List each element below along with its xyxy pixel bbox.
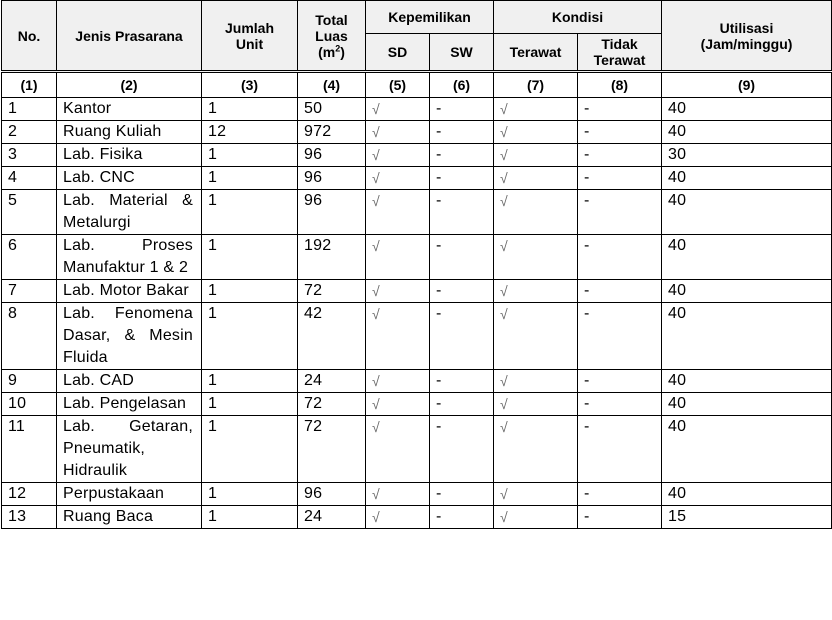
row-jumlah-unit: 12 (202, 121, 298, 144)
table-row (2, 393, 832, 416)
row-terawat-check: √ (494, 167, 578, 190)
column-number: (1) (2, 72, 57, 98)
row-total-luas: 972 (298, 121, 366, 144)
row-sw: - (430, 483, 494, 506)
prasarana-table (1, 0, 832, 529)
row-jenis-prasarana: Ruang Kuliah (57, 121, 202, 144)
table-row (2, 235, 832, 280)
header-no: No. (2, 1, 57, 72)
table-row (2, 167, 832, 190)
row-sw: - (430, 506, 494, 529)
row-utilisasi: 40 (662, 280, 832, 303)
row-no: 13 (2, 506, 57, 529)
row-utilisasi: 40 (662, 303, 832, 370)
row-sw: - (430, 280, 494, 303)
row-jenis-prasarana: Lab. Fenomena Dasar, & Mesin Fluida (57, 303, 202, 370)
row-jumlah-unit: 1 (202, 370, 298, 393)
row-total-luas: 96 (298, 483, 366, 506)
row-sw: - (430, 190, 494, 235)
row-sd-check: √ (366, 483, 430, 506)
row-tidak-terawat: - (578, 235, 662, 280)
table-row (2, 121, 832, 144)
row-no: 12 (2, 483, 57, 506)
row-no: 8 (2, 303, 57, 370)
column-number: (7) (494, 72, 578, 98)
table-row (2, 506, 832, 529)
row-terawat-check: √ (494, 506, 578, 529)
row-sd-check: √ (366, 416, 430, 483)
row-sw: - (430, 370, 494, 393)
row-jenis-prasarana: Perpustakaan (57, 483, 202, 506)
row-tidak-terawat: - (578, 506, 662, 529)
row-terawat-check: √ (494, 393, 578, 416)
table-row (2, 98, 832, 121)
table-row (2, 370, 832, 393)
header-terawat: Terawat (494, 34, 578, 72)
row-utilisasi: 40 (662, 370, 832, 393)
column-number: (8) (578, 72, 662, 98)
row-jenis-prasarana: Lab. Motor Bakar (57, 280, 202, 303)
row-no: 10 (2, 393, 57, 416)
row-terawat-check: √ (494, 370, 578, 393)
column-number: (9) (662, 72, 832, 98)
header-total-luas (298, 1, 366, 72)
row-no: 7 (2, 280, 57, 303)
row-tidak-terawat: - (578, 98, 662, 121)
header-luas-unit-open: (m (318, 43, 336, 60)
row-terawat-check: √ (494, 98, 578, 121)
row-jumlah-unit: 1 (202, 483, 298, 506)
row-terawat-check: √ (494, 280, 578, 303)
column-number-row (2, 72, 832, 98)
row-utilisasi: 40 (662, 98, 832, 121)
header-sw: SW (430, 34, 494, 72)
row-total-luas: 96 (298, 167, 366, 190)
row-sd-check: √ (366, 235, 430, 280)
row-sd-check: √ (366, 98, 430, 121)
row-no: 4 (2, 167, 57, 190)
row-utilisasi: 40 (662, 190, 832, 235)
row-utilisasi: 40 (662, 416, 832, 483)
row-utilisasi: 40 (662, 235, 832, 280)
row-sw: - (430, 235, 494, 280)
row-no: 3 (2, 144, 57, 167)
row-jenis-prasarana: Lab. Material & Metalurgi (57, 190, 202, 235)
row-jenis-prasarana: Ruang Baca (57, 506, 202, 529)
row-sw: - (430, 393, 494, 416)
row-sd-check: √ (366, 167, 430, 190)
row-sw: - (430, 416, 494, 483)
row-tidak-terawat: - (578, 370, 662, 393)
row-no: 6 (2, 235, 57, 280)
row-tidak-terawat: - (578, 167, 662, 190)
row-jumlah-unit: 1 (202, 167, 298, 190)
row-terawat-check: √ (494, 303, 578, 370)
row-tidak-terawat: - (578, 483, 662, 506)
header-total-luas-label: Total Luas (315, 11, 348, 44)
row-tidak-terawat: - (578, 416, 662, 483)
row-jenis-prasarana: Lab. Getaran, Pneumatik, Hidraulik (57, 416, 202, 483)
row-utilisasi: 15 (662, 506, 832, 529)
row-utilisasi: 40 (662, 121, 832, 144)
column-number: (4) (298, 72, 366, 98)
column-number: (2) (57, 72, 202, 98)
row-sd-check: √ (366, 144, 430, 167)
header-jenis-prasarana: Jenis Prasarana (57, 1, 202, 72)
row-jumlah-unit: 1 (202, 144, 298, 167)
row-no: 11 (2, 416, 57, 483)
row-total-luas: 72 (298, 416, 366, 483)
header-luas-unit-close: ) (340, 43, 345, 60)
row-tidak-terawat: - (578, 280, 662, 303)
row-total-luas: 96 (298, 190, 366, 235)
row-jenis-prasarana: Lab. Fisika (57, 144, 202, 167)
table-row (2, 190, 832, 235)
table-row (2, 483, 832, 506)
row-sw: - (430, 98, 494, 121)
row-jenis-prasarana: Lab. Proses Manufaktur 1 & 2 (57, 235, 202, 280)
column-number: (6) (430, 72, 494, 98)
header-kepemilikan: Kepemilikan (366, 1, 494, 34)
row-tidak-terawat: - (578, 121, 662, 144)
row-utilisasi: 40 (662, 167, 832, 190)
row-jenis-prasarana: Lab. CNC (57, 167, 202, 190)
row-jumlah-unit: 1 (202, 393, 298, 416)
row-utilisasi: 30 (662, 144, 832, 167)
row-jumlah-unit: 1 (202, 98, 298, 121)
row-tidak-terawat: - (578, 393, 662, 416)
row-jenis-prasarana: Lab. Pengelasan (57, 393, 202, 416)
table-row (2, 280, 832, 303)
table-row (2, 416, 832, 483)
row-terawat-check: √ (494, 483, 578, 506)
row-jumlah-unit: 1 (202, 416, 298, 483)
header-kondisi: Kondisi (494, 1, 662, 34)
row-sd-check: √ (366, 190, 430, 235)
header-sd: SD (366, 34, 430, 72)
row-sw: - (430, 303, 494, 370)
row-jenis-prasarana: Kantor (57, 98, 202, 121)
row-sd-check: √ (366, 370, 430, 393)
row-jenis-prasarana: Lab. CAD (57, 370, 202, 393)
row-total-luas: 192 (298, 235, 366, 280)
row-sd-check: √ (366, 506, 430, 529)
row-total-luas: 24 (298, 506, 366, 529)
row-no: 5 (2, 190, 57, 235)
row-tidak-terawat: - (578, 190, 662, 235)
row-total-luas: 42 (298, 303, 366, 370)
row-terawat-check: √ (494, 416, 578, 483)
column-number: (3) (202, 72, 298, 98)
row-tidak-terawat: - (578, 303, 662, 370)
row-jumlah-unit: 1 (202, 280, 298, 303)
row-sw: - (430, 121, 494, 144)
row-no: 9 (2, 370, 57, 393)
table-row (2, 144, 832, 167)
row-total-luas: 72 (298, 280, 366, 303)
row-total-luas: 24 (298, 370, 366, 393)
row-terawat-check: √ (494, 190, 578, 235)
row-terawat-check: √ (494, 121, 578, 144)
row-sd-check: √ (366, 280, 430, 303)
row-tidak-terawat: - (578, 144, 662, 167)
row-sw: - (430, 144, 494, 167)
row-jumlah-unit: 1 (202, 190, 298, 235)
row-terawat-check: √ (494, 235, 578, 280)
row-utilisasi: 40 (662, 393, 832, 416)
header-jumlah-unit: Jumlah Unit (202, 1, 298, 72)
row-total-luas: 96 (298, 144, 366, 167)
row-no: 2 (2, 121, 57, 144)
row-jumlah-unit: 1 (202, 235, 298, 280)
row-sd-check: √ (366, 121, 430, 144)
row-total-luas: 72 (298, 393, 366, 416)
row-terawat-check: √ (494, 144, 578, 167)
row-total-luas: 50 (298, 98, 366, 121)
row-no: 1 (2, 98, 57, 121)
row-sd-check: √ (366, 393, 430, 416)
row-sw: - (430, 167, 494, 190)
row-utilisasi: 40 (662, 483, 832, 506)
row-jumlah-unit: 1 (202, 303, 298, 370)
row-jumlah-unit: 1 (202, 506, 298, 529)
header-tidak-terawat: Tidak Terawat (578, 34, 662, 72)
header-luas-unit-sup: 2 (335, 42, 341, 53)
header-utilisasi: Utilisasi (Jam/minggu) (662, 1, 832, 72)
row-sd-check: √ (366, 303, 430, 370)
table-row (2, 303, 832, 370)
column-number: (5) (366, 72, 430, 98)
